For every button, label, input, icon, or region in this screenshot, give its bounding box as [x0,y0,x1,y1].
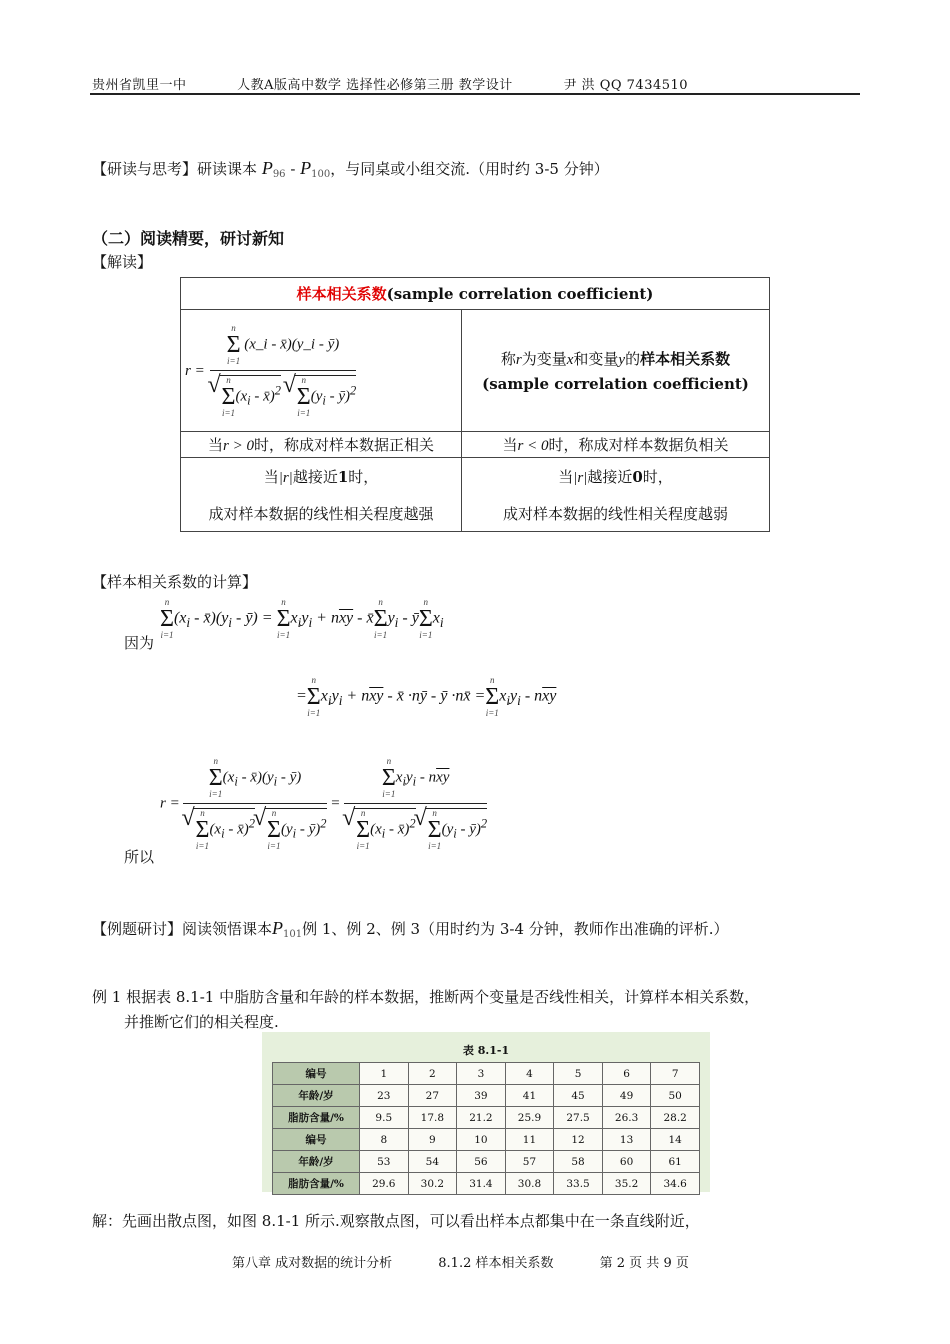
definition-title-en: (sample correlation coefficient) [386,285,654,303]
table-cell: 50 [651,1085,700,1107]
row-label: 编号 [273,1063,360,1085]
definition-title-cn: 样本相关系数 [296,285,387,303]
study-text-after: ，与同桌或小组交流.（用时约 3-5 分钟） [330,160,609,178]
data-table-caption: 表 8.1-1 [462,1044,510,1057]
table-cell: 33.5 [554,1173,603,1195]
table-cell: 57 [505,1151,554,1173]
table-cell: 58 [554,1151,603,1173]
table-cell: 31.4 [457,1173,506,1195]
page-header [92,74,862,93]
example1-line1: 例 1 根据表 8.1-1 中脂肪含量和年龄的样本数据，推断两个变量是否线性相关，计算样本相关系数， [92,988,760,1006]
table-cell: 56 [457,1151,506,1173]
table-cell: 17.8 [408,1107,457,1129]
because-label: 因为 [124,634,155,652]
table-cell: 49 [602,1085,651,1107]
data-table [272,1062,700,1195]
row-label: 年龄/岁 [273,1151,360,1173]
definition-en: (sample correlation coefficient) [482,375,749,393]
formula-r: r = [185,362,205,379]
example-study-text-before: 阅读领悟课本 [182,920,273,938]
therefore-label: 所以 [124,848,155,866]
page-ref-start: P [261,158,273,178]
table-cell: 6 [602,1063,651,1085]
footer-chapter: 第八章 成对数据的统计分析 [232,1256,393,1271]
formula-numerator: (x_i - x̄)(y_i - ȳ) [244,335,340,352]
table-cell: 21.2 [457,1107,506,1129]
table-cell: 2 [408,1063,457,1085]
definition-formula [181,310,462,432]
table-cell: 5 [554,1063,603,1085]
table-cell: 14 [651,1129,700,1151]
table-row [273,1063,700,1085]
header-rule [90,93,860,95]
definition-description: 称r为变量x和变量y的样本相关系数 (sample correlation coefficient) [462,310,770,432]
example-study-label: 【例题研讨】 [92,920,183,938]
table-cell: 28.2 [651,1107,700,1129]
header-school: 贵州省凯里一中 [92,78,187,93]
table-row [273,1107,700,1129]
table-cell: 39 [457,1085,506,1107]
data-table-figure [262,1032,710,1192]
calc-eq3: r = n Σ i=1 ($x_i$ - $x̄)(y_i$ - ȳ) √ n Σ i=1 ($x_i$ - x̄)$^2$ √ n Σ i=1 ($y_i$ - ȳ)$^2$ = n Σ i=1 $x_iy_i - n\overline{xy}$ √ n Σ i=1 ($x_i$ - x̄)$^2$ √ n Σ i=1 ($y_i$ - ȳ)$^2$ [160,757,487,851]
table-cell: 7 [651,1063,700,1085]
table-cell: 30.8 [505,1173,554,1195]
footer-page: 第 2 页 共 9 页 [599,1256,689,1271]
table-cell: 35.2 [602,1173,651,1195]
footer-section: 8.1.2 样本相关系数 [438,1256,554,1271]
study-label: 【研读与思考】 [92,160,198,178]
table-cell: 10 [457,1129,506,1151]
row-label: 脂肪含量/% [273,1173,360,1195]
solution-line: 解：先画出散点图，如图 8.1-1 所示.观察散点图，可以看出样本点都集中在一条直线附近， [92,1212,700,1230]
example-page-ref-num: 101 [283,929,303,940]
table-row [273,1151,700,1173]
negative-correlation: 当r < 0时，称成对样本数据负相关 [462,432,770,458]
table-cell: 41 [505,1085,554,1107]
table-cell: 11 [505,1129,554,1151]
table-cell: 29.6 [360,1173,409,1195]
table-cell: 1 [360,1063,409,1085]
example-page-ref: P [272,918,284,938]
example1-line2: 并推断它们的相关程度. [124,1013,279,1031]
table-row [273,1129,700,1151]
page-ref-end: P [300,158,312,178]
page-ref-start-num: 96 [272,169,286,180]
table-row [273,1173,700,1195]
table-cell: 13 [602,1129,651,1151]
table-cell: 9.5 [360,1107,409,1129]
table-cell: 4 [505,1063,554,1085]
table-cell: 27.5 [554,1107,603,1129]
page-ref-dash: - [285,160,301,178]
calc-eq1: n Σ i=1 ($x_i$ - $x̄)(y_i$ - ȳ) = n Σ i=1 $x_iy_i + n\overline{xy}$ - x̄ n Σ i=1 $y_i$ - ȳ n Σ i=1 $x_i$ [160,597,444,640]
header-book: 人教A版高中数学 选择性必修第三册 教学设计 [237,78,513,93]
positive-correlation: 当r > 0时，称成对样本数据正相关 [181,432,462,458]
table-cell: 34.6 [651,1173,700,1195]
table-cell: 54 [408,1151,457,1173]
table-cell: 53 [360,1151,409,1173]
table-cell: 60 [602,1151,651,1173]
example-study-line [92,918,729,940]
table-cell: 12 [554,1129,603,1151]
row-label: 脂肪含量/% [273,1107,360,1129]
section-title: （二）阅读精要，研讨新知 [92,229,285,248]
table-cell: 8 [360,1129,409,1151]
definition-title [181,278,770,310]
calc-eq2: = n Σ i=1 $x_iy_i + n\overline{xy}$ - x̄ ·nȳ - ȳ ·nx̄ = n Σ i=1 $x_iy_i - n\overline{xy}$ [296,675,557,718]
page-footer [232,1252,731,1271]
page-ref-end-num: 100 [311,169,331,180]
row-label: 编号 [273,1129,360,1151]
row-label: 年龄/岁 [273,1085,360,1107]
table-cell: 61 [651,1151,700,1173]
strong-correlation: 当|r|越接近1时， 成对样本数据的线性相关程度越强 [181,458,462,532]
formula-fraction: n Σ i=1 (x_i - x̄)(y_i - ȳ) √ n Σ i=1 ($x_i$ - x̄)$^2$ √ n Σ i=1 ($y_i$ - ȳ)$^2$ [210,324,357,418]
table-cell: 3 [457,1063,506,1085]
example-study-text-after: 例 1、例 2、例 3（用时约为 3-4 分钟，教师作出准确的评析.） [302,920,729,938]
table-cell: 23 [360,1085,409,1107]
table-cell: 45 [554,1085,603,1107]
header-author: 尹 洪 QQ 7434510 [563,78,689,93]
interpret-label: 【解读】 [92,253,153,271]
table-row [273,1085,700,1107]
definition-table [180,277,770,532]
study-text-before: 研读课本 [197,160,258,178]
table-cell: 30.2 [408,1173,457,1195]
table-cell: 25.9 [505,1107,554,1129]
weak-correlation: 当|r|越接近0时， 成对样本数据的线性相关程度越弱 [462,458,770,532]
calc-label: 【样本相关系数的计算】 [92,573,258,591]
table-cell: 26.3 [602,1107,651,1129]
study-line [92,158,609,180]
table-cell: 9 [408,1129,457,1151]
table-cell: 27 [408,1085,457,1107]
